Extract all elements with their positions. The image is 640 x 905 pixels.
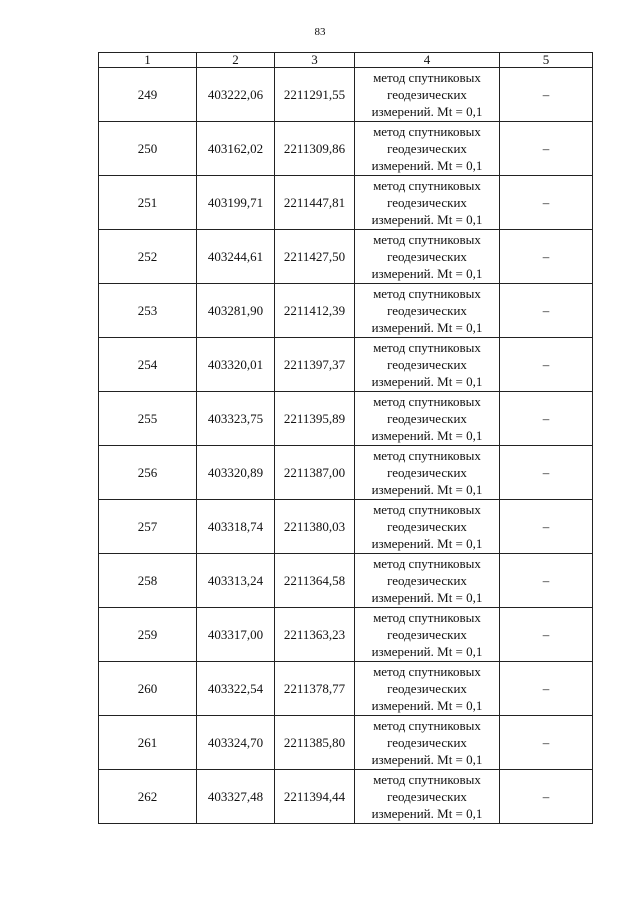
method-line: метод спутниковых xyxy=(373,718,481,733)
method-line: геодезических xyxy=(387,627,467,642)
table-row xyxy=(99,392,593,446)
method-line: измерений. Mt = 0,1 xyxy=(371,428,483,443)
method-line: измерений. Mt = 0,1 xyxy=(371,644,483,659)
method-line: измерений. Mt = 0,1 xyxy=(371,590,483,605)
header-col-2: 2 xyxy=(197,53,275,68)
note-cell: – xyxy=(500,770,593,824)
method-line: геодезических xyxy=(387,195,467,210)
method-line: геодезических xyxy=(387,789,467,804)
method-line: геодезических xyxy=(387,87,467,102)
method-line: измерений. Mt = 0,1 xyxy=(371,266,483,281)
method-line: метод спутниковых xyxy=(373,394,481,409)
y-coordinate-cell: 2211395,89 xyxy=(275,392,355,446)
note-cell: – xyxy=(500,446,593,500)
method-line: геодезических xyxy=(387,465,467,480)
point-number-cell: 257 xyxy=(99,500,197,554)
note-cell: – xyxy=(500,230,593,284)
method-line: измерений. Mt = 0,1 xyxy=(371,320,483,335)
method-line: измерений. Mt = 0,1 xyxy=(371,104,483,119)
method-line: геодезических xyxy=(387,573,467,588)
point-number-cell: 253 xyxy=(99,284,197,338)
table-row xyxy=(99,338,593,392)
point-number-cell: 254 xyxy=(99,338,197,392)
table-row xyxy=(99,500,593,554)
table-row xyxy=(99,68,593,122)
method-cell xyxy=(355,392,500,446)
x-coordinate-cell: 403199,71 xyxy=(197,176,275,230)
note-cell: – xyxy=(500,176,593,230)
method-line: метод спутниковых xyxy=(373,340,481,355)
method-line: измерений. Mt = 0,1 xyxy=(371,158,483,173)
x-coordinate-cell: 403317,00 xyxy=(197,608,275,662)
header-col-1: 1 xyxy=(99,53,197,68)
method-cell xyxy=(355,284,500,338)
method-cell xyxy=(355,608,500,662)
method-line: измерений. Mt = 0,1 xyxy=(371,806,483,821)
y-coordinate-cell: 2211378,77 xyxy=(275,662,355,716)
method-line: измерений. Mt = 0,1 xyxy=(371,752,483,767)
header-col-5: 5 xyxy=(500,53,593,68)
y-coordinate-cell: 2211412,39 xyxy=(275,284,355,338)
y-coordinate-cell: 2211397,37 xyxy=(275,338,355,392)
note-cell: – xyxy=(500,122,593,176)
point-number-cell: 256 xyxy=(99,446,197,500)
x-coordinate-cell: 403320,01 xyxy=(197,338,275,392)
y-coordinate-cell: 2211385,80 xyxy=(275,716,355,770)
note-cell: – xyxy=(500,500,593,554)
x-coordinate-cell: 403323,75 xyxy=(197,392,275,446)
method-cell xyxy=(355,176,500,230)
method-line: геодезических xyxy=(387,141,467,156)
y-coordinate-cell: 2211291,55 xyxy=(275,68,355,122)
y-coordinate-cell: 2211447,81 xyxy=(275,176,355,230)
method-line: геодезических xyxy=(387,735,467,750)
point-number-cell: 259 xyxy=(99,608,197,662)
table-row xyxy=(99,608,593,662)
table-row xyxy=(99,122,593,176)
x-coordinate-cell: 403244,61 xyxy=(197,230,275,284)
note-cell: – xyxy=(500,284,593,338)
method-line: измерений. Mt = 0,1 xyxy=(371,374,483,389)
coordinates-table xyxy=(98,52,593,824)
method-cell xyxy=(355,338,500,392)
method-line: измерений. Mt = 0,1 xyxy=(371,536,483,551)
note-cell: – xyxy=(500,392,593,446)
table-row xyxy=(99,176,593,230)
note-cell: – xyxy=(500,608,593,662)
method-line: метод спутниковых xyxy=(373,178,481,193)
method-line: измерений. Mt = 0,1 xyxy=(371,212,483,227)
point-number-cell: 261 xyxy=(99,716,197,770)
table-row xyxy=(99,770,593,824)
y-coordinate-cell: 2211387,00 xyxy=(275,446,355,500)
x-coordinate-cell: 403320,89 xyxy=(197,446,275,500)
method-line: метод спутниковых xyxy=(373,556,481,571)
x-coordinate-cell: 403222,06 xyxy=(197,68,275,122)
method-line: метод спутниковых xyxy=(373,502,481,517)
table-row xyxy=(99,230,593,284)
note-cell: – xyxy=(500,554,593,608)
x-coordinate-cell: 403322,54 xyxy=(197,662,275,716)
method-line: метод спутниковых xyxy=(373,772,481,787)
method-line: метод спутниковых xyxy=(373,232,481,247)
y-coordinate-cell: 2211394,44 xyxy=(275,770,355,824)
y-coordinate-cell: 2211380,03 xyxy=(275,500,355,554)
method-cell xyxy=(355,122,500,176)
method-line: измерений. Mt = 0,1 xyxy=(371,698,483,713)
method-cell xyxy=(355,770,500,824)
method-line: геодезических xyxy=(387,519,467,534)
method-line: метод спутниковых xyxy=(373,70,481,85)
table-row xyxy=(99,716,593,770)
x-coordinate-cell: 403318,74 xyxy=(197,500,275,554)
x-coordinate-cell: 403327,48 xyxy=(197,770,275,824)
method-cell xyxy=(355,662,500,716)
method-line: измерений. Mt = 0,1 xyxy=(371,482,483,497)
table-body xyxy=(99,68,593,824)
method-cell xyxy=(355,716,500,770)
table-row xyxy=(99,284,593,338)
y-coordinate-cell: 2211363,23 xyxy=(275,608,355,662)
y-coordinate-cell: 2211309,86 xyxy=(275,122,355,176)
method-line: метод спутниковых xyxy=(373,664,481,679)
method-line: метод спутниковых xyxy=(373,610,481,625)
point-number-cell: 255 xyxy=(99,392,197,446)
point-number-cell: 262 xyxy=(99,770,197,824)
method-line: геодезических xyxy=(387,411,467,426)
method-line: геодезических xyxy=(387,303,467,318)
method-cell xyxy=(355,554,500,608)
method-line: метод спутниковых xyxy=(373,286,481,301)
table-header-row xyxy=(99,53,593,68)
point-number-cell: 260 xyxy=(99,662,197,716)
method-line: геодезических xyxy=(387,681,467,696)
method-cell xyxy=(355,446,500,500)
page-number: 83 xyxy=(314,26,326,38)
point-number-cell: 250 xyxy=(99,122,197,176)
note-cell: – xyxy=(500,716,593,770)
method-line: метод спутниковых xyxy=(373,124,481,139)
point-number-cell: 252 xyxy=(99,230,197,284)
method-cell xyxy=(355,500,500,554)
x-coordinate-cell: 403313,24 xyxy=(197,554,275,608)
method-cell xyxy=(355,68,500,122)
point-number-cell: 258 xyxy=(99,554,197,608)
x-coordinate-cell: 403281,90 xyxy=(197,284,275,338)
x-coordinate-cell: 403162,02 xyxy=(197,122,275,176)
table-row xyxy=(99,446,593,500)
header-col-4: 4 xyxy=(355,53,500,68)
note-cell: – xyxy=(500,662,593,716)
note-cell: – xyxy=(500,68,593,122)
point-number-cell: 251 xyxy=(99,176,197,230)
method-line: геодезических xyxy=(387,249,467,264)
method-line: метод спутниковых xyxy=(373,448,481,463)
note-cell: – xyxy=(500,338,593,392)
table-row xyxy=(99,554,593,608)
header-col-3: 3 xyxy=(275,53,355,68)
y-coordinate-cell: 2211427,50 xyxy=(275,230,355,284)
table-row xyxy=(99,662,593,716)
method-cell xyxy=(355,230,500,284)
point-number-cell: 249 xyxy=(99,68,197,122)
x-coordinate-cell: 403324,70 xyxy=(197,716,275,770)
method-line: геодезических xyxy=(387,357,467,372)
y-coordinate-cell: 2211364,58 xyxy=(275,554,355,608)
